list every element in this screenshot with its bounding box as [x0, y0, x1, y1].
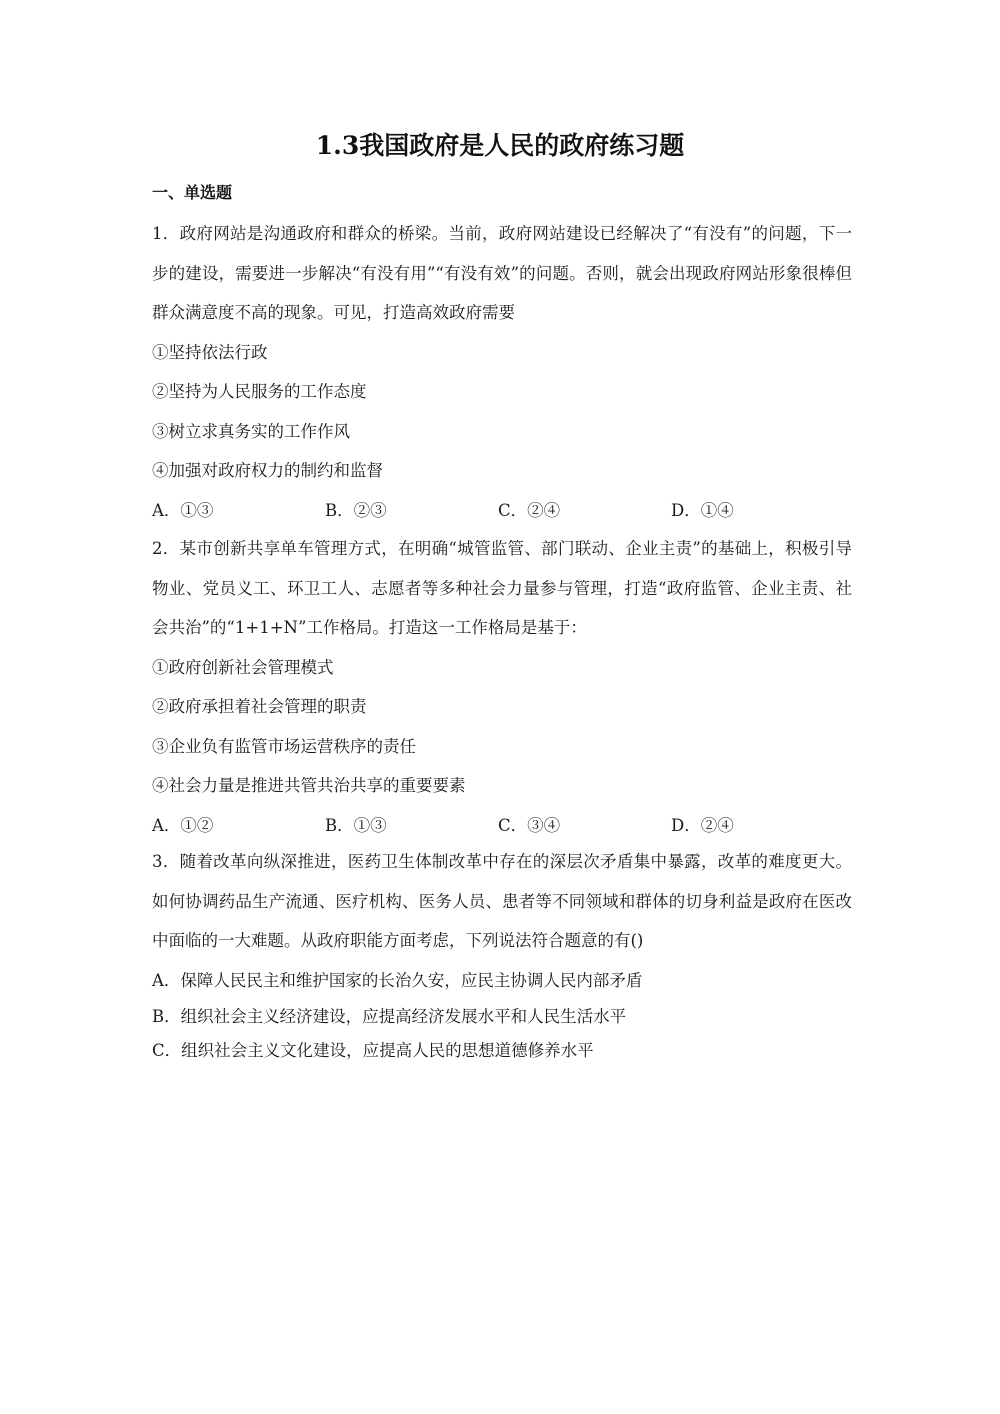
option-a: A．①② — [152, 815, 214, 835]
option-b: B．②③ — [325, 500, 387, 520]
statement-item: ④加强对政府权力的制约和监督 — [152, 461, 383, 480]
statement-item: ③树立求真务实的工作作风 — [152, 421, 350, 441]
statement-item: ②政府承担着社会管理的职责 — [152, 697, 367, 716]
page-title: 1.3我国政府是人民的政府练习题 — [315, 131, 685, 160]
option-d: D．①④ — [671, 500, 734, 520]
statement-item: ④社会力量是推进共管共治共享的重要要素 — [152, 776, 466, 795]
section-heading: 一、单选题 — [152, 183, 233, 202]
option-b: B．组织社会主义经济建设，应提高经济发展水平和人民生活水平 — [152, 1007, 627, 1026]
answer-options — [152, 491, 852, 531]
question-2 — [152, 529, 852, 845]
question-stem: 1．政府网站是沟通政府和群众的桥梁。当前，政府网站建设已经解决了“有没有”的问题，下一步的建设，需要进一步解决“有没有用”“有没有效”的问题。否则，就会出现政府网站形象很棒但群众满意度不高的现象。可见，打造高效政府需要 — [152, 224, 852, 322]
option-c: C．③④ — [498, 815, 561, 835]
option-b: B．①③ — [325, 815, 387, 835]
statement-item: ①政府创新社会管理模式 — [152, 657, 334, 677]
question-stem: 3．随着改革向纵深推进，医药卫生体制改革中存在的深层次矛盾集中暴露，改革的难度更大。如何协调药品生产流通、医疗机构、医务人员、患者等不同领域和群体的切身利益是政府在医改中面临的一大难题。从政府职能方面考虑，下列说法符合题意的有() — [152, 852, 852, 950]
statement-item: ①坚持依法行政 — [152, 342, 268, 362]
question-3 — [152, 842, 852, 1070]
option-a: A．①③ — [152, 500, 214, 520]
option-d: D．②④ — [671, 815, 734, 835]
answer-options — [152, 806, 852, 846]
question-stem: 2．某市创新共享单车管理方式，在明确“城管监管、部门联动、企业主责”的基础上，积极引导物业、党员义工、环卫工人、志愿者等多种社会力量参与管理，打造“政府监管、企业主责、社会共治”的“1+1+N”工作格局。打造这一工作格局是基于： — [152, 539, 852, 637]
option-a: A．保障人民民主和维护国家的长治久安，应民主协调人民内部矛盾 — [152, 970, 643, 990]
statement-item: ②坚持为人民服务的工作态度 — [152, 382, 367, 401]
option-c: C．组织社会主义文化建设，应提高人民的思想道德修养水平 — [152, 1040, 594, 1060]
statement-item: ③企业负有监管市场运营秩序的责任 — [152, 736, 416, 756]
question-1 — [152, 214, 852, 530]
option-c: C．②④ — [498, 500, 561, 520]
